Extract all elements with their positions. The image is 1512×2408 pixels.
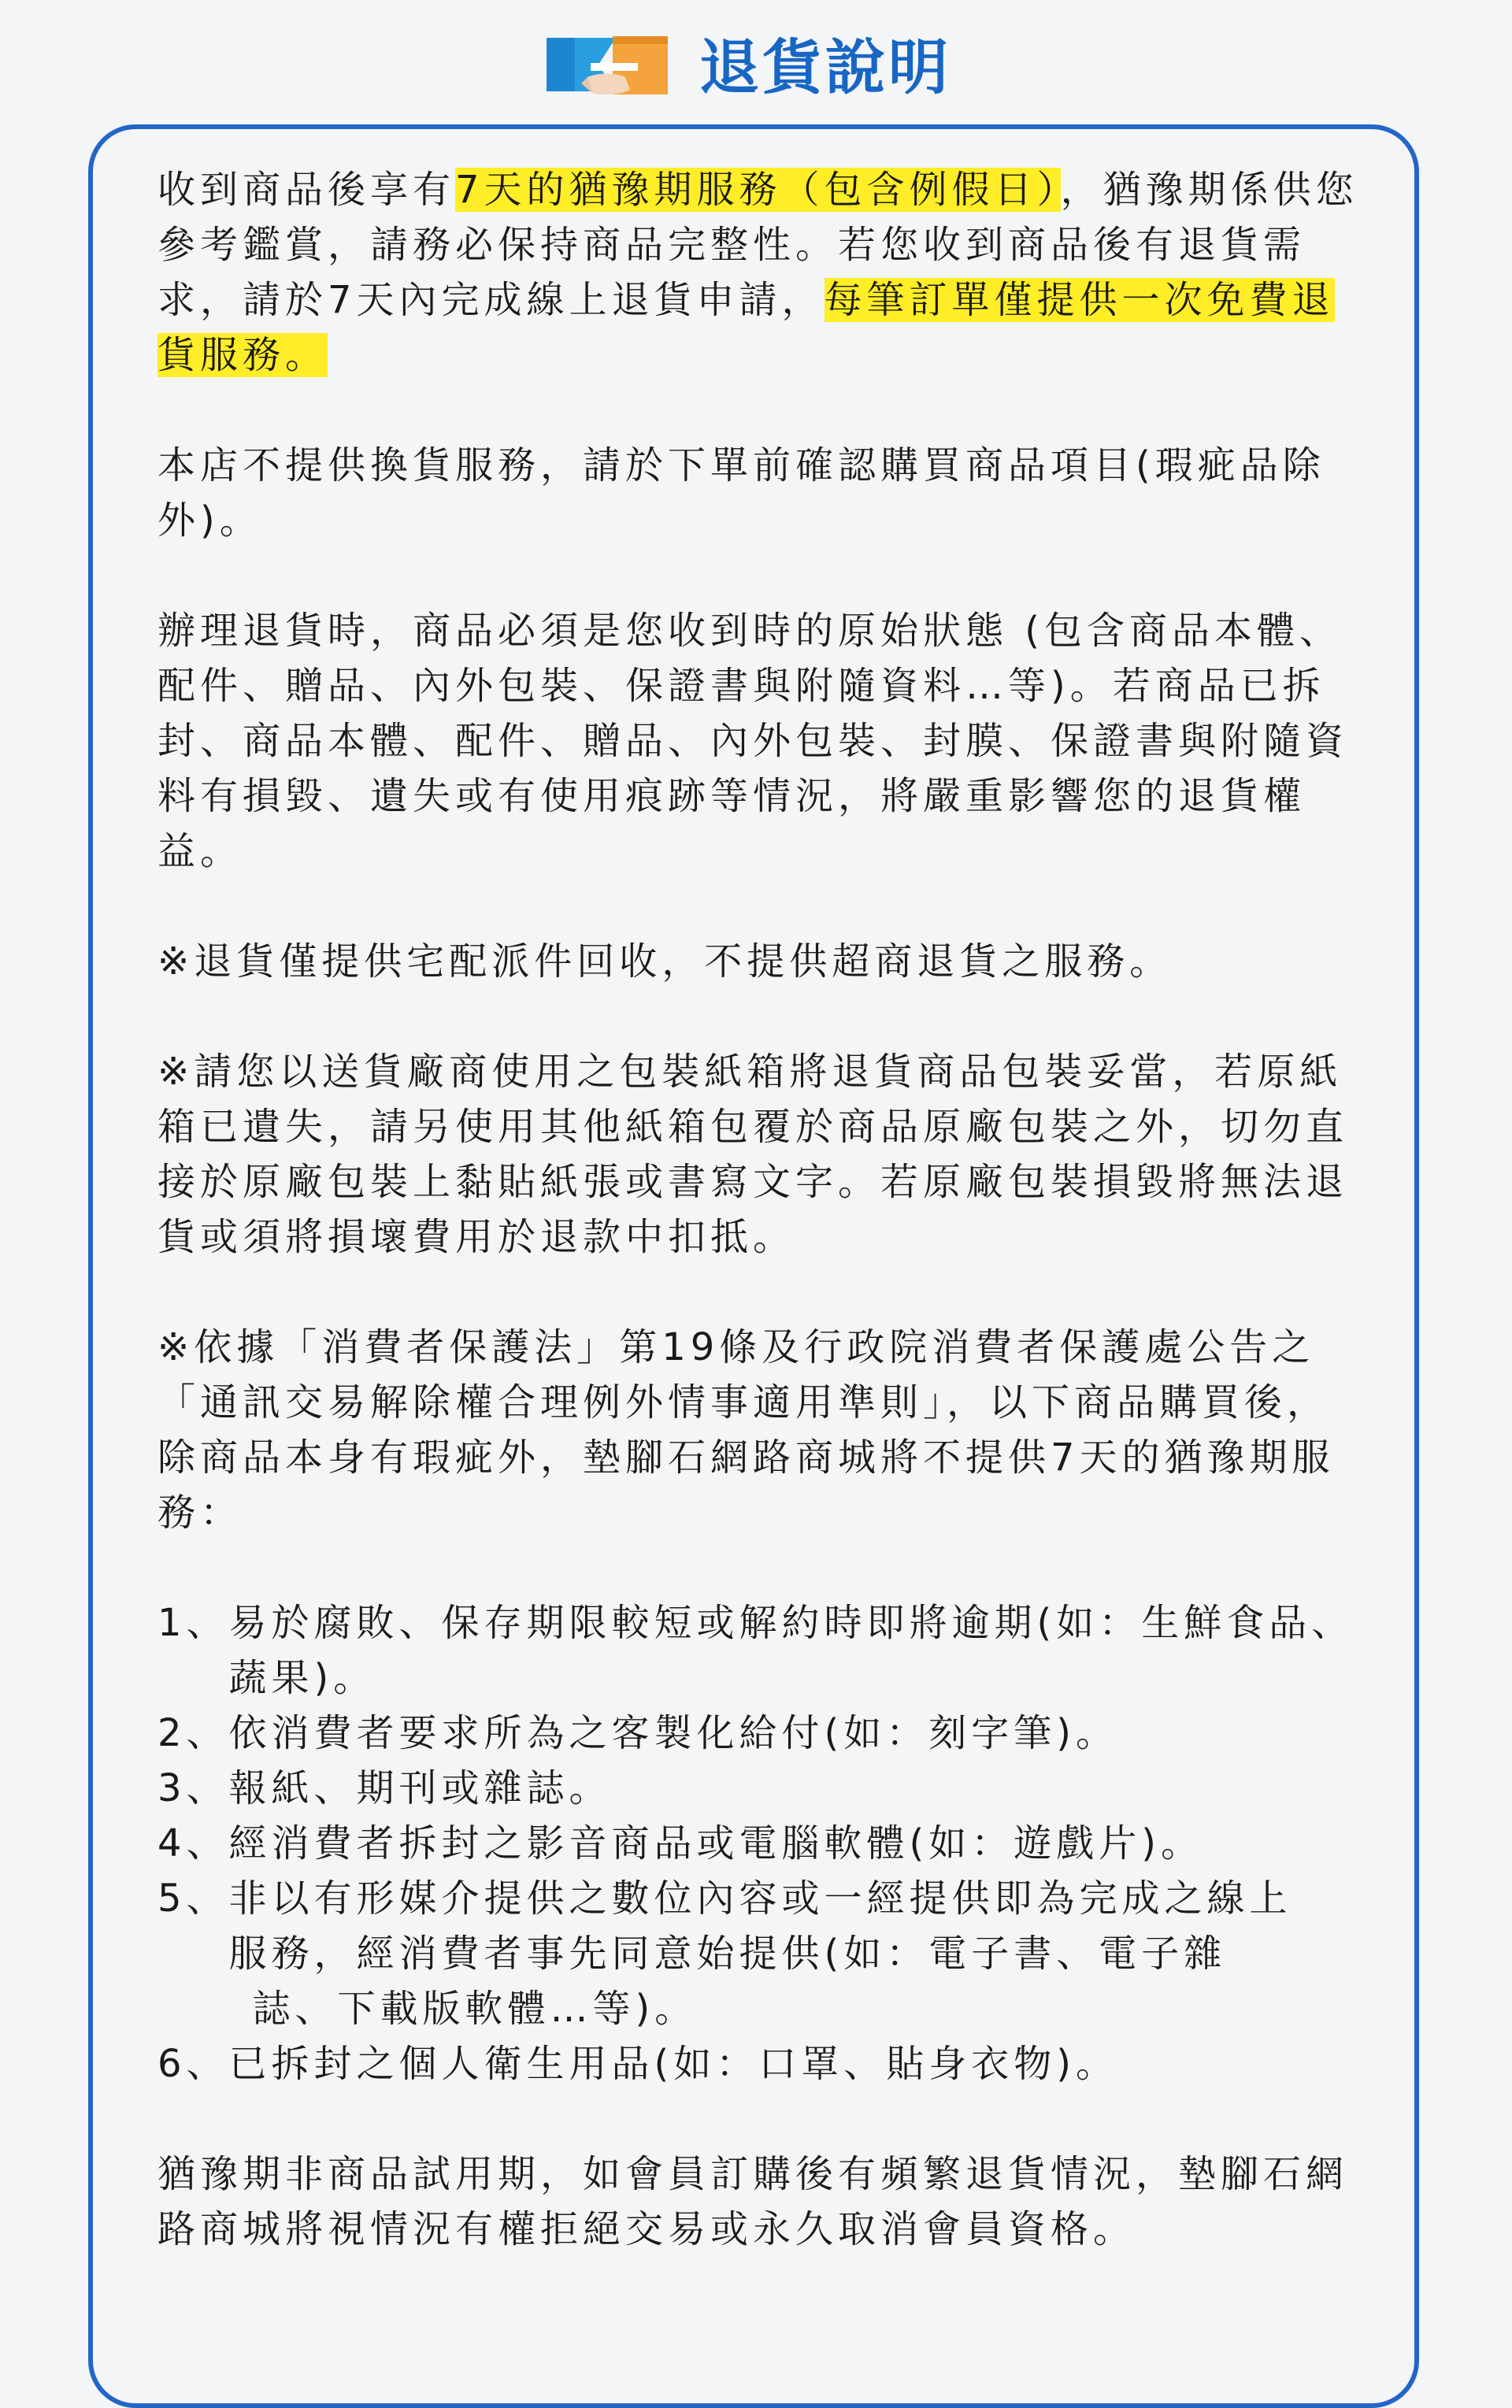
list-item-text: 已拆封之個人衛生用品(如：口罩、貼身衣物)。: [228, 2042, 1119, 2086]
p1-highlight-b: 每筆訂單僅提供一次免費退貨服務。: [158, 278, 1335, 377]
policy-paragraph-5: ※請您以送貨廠商使用之包裝紙箱將退貨商品包裝妥當，若原紙箱已遺失，請另使用其他紙箱包覆於商品原廠包裝之外，切勿直接於原廠包裝上黏貼紙張或書寫文字。若原廠包裝損毀將無法退貨或須將損壞費用於退款中扣抵。: [158, 1050, 1349, 1259]
policy-paragraph-1: [158, 162, 1370, 383]
list-item-number: 4、: [158, 1821, 229, 1865]
list-item: [158, 1816, 1370, 1871]
list-item-text: 報紙、期刊或雜誌。: [228, 1766, 612, 1810]
list-item: [158, 2036, 1370, 2091]
list-item-number: 5、: [158, 1876, 229, 1921]
list-item-line: 誌、下載版軟體…等)。: [252, 1987, 698, 2031]
page-header: [0, 22, 1512, 109]
list-item-number: 6、: [158, 2042, 229, 2086]
policy-paragraph-3: 辦理退貨時，商品必須是您收到時的原始狀態 (包含商品本體、配件、贈品、內外包裝、保證書與附隨資料…等)。若商品已拆封、商品本體、配件、贈品、內外包裝、封膜、保證書與附隨資料有損毀、遺失或有使用痕跡等情況，將嚴重影響您的退貨權益。: [158, 609, 1349, 873]
policy-paragraph-7: 猶豫期非商品試用期，如會員訂購後有頻繁退貨情況，墊腳石網路商城將視情況有權拒絕交易或永久取消會員資格。: [158, 2152, 1349, 2251]
list-item-number: 2、: [158, 1711, 229, 1755]
list-item: [158, 1706, 1370, 1761]
list-item-text: 經消費者拆封之影音商品或電腦軟體(如：遊戲片)。: [228, 1821, 1204, 1865]
list-item-line: 非以有形媒介提供之數位內容或一經提供即為完成之線上: [228, 1876, 1292, 1921]
p1-text-b: ，猶豫期係供您參考鑑賞，請務必保持商品完整性。若您收到商品後有退貨需求，請於7天內完成線上退貨申請，: [158, 168, 1358, 322]
list-item-text: 依消費者要求所為之客製化給付(如：刻字筆)。: [228, 1711, 1119, 1755]
policy-paragraph-6: ※依據「消費者保護法」第19條及行政院消費者保護處公告之「通訊交易解除權合理例外情事適用準則」，以下商品購買後，除商品本身有瑕疵外，墊腳石網路商城將不提供7天的猶豫期服務：: [158, 1325, 1335, 1535]
list-item: [158, 1871, 1370, 2036]
p1-text-a: 收到商品後享有: [158, 168, 456, 212]
excluded-items-list: [158, 1595, 1370, 2091]
list-item-text: 易於腐敗、保存期限較短或解約時即將逾期(如：生鮮食品、蔬果)。: [228, 1601, 1354, 1700]
return-box-icon: [543, 28, 677, 107]
list-item-text: [229, 1871, 1370, 2036]
list-item-number: 1、: [158, 1601, 229, 1645]
return-policy-content: [158, 162, 1370, 2312]
list-item-line: 服務，經消費者事先同意始提供(如：電子書、電子雜: [228, 1932, 1227, 1976]
list-item: [158, 1761, 1370, 1816]
policy-paragraph-2: 本店不提供換貨服務，請於下單前確認購買商品項目(瑕疵品除外)。: [158, 443, 1325, 543]
page-title: 退貨說明: [699, 32, 951, 102]
list-item: [158, 1595, 1370, 1706]
list-item-number: 3、: [158, 1766, 229, 1810]
p1-highlight-a: 7天的猶豫期服務（包含例假日）: [455, 168, 1061, 212]
policy-paragraph-4: ※退貨僅提供宅配派件回收，不提供超商退貨之服務。: [158, 939, 1173, 984]
